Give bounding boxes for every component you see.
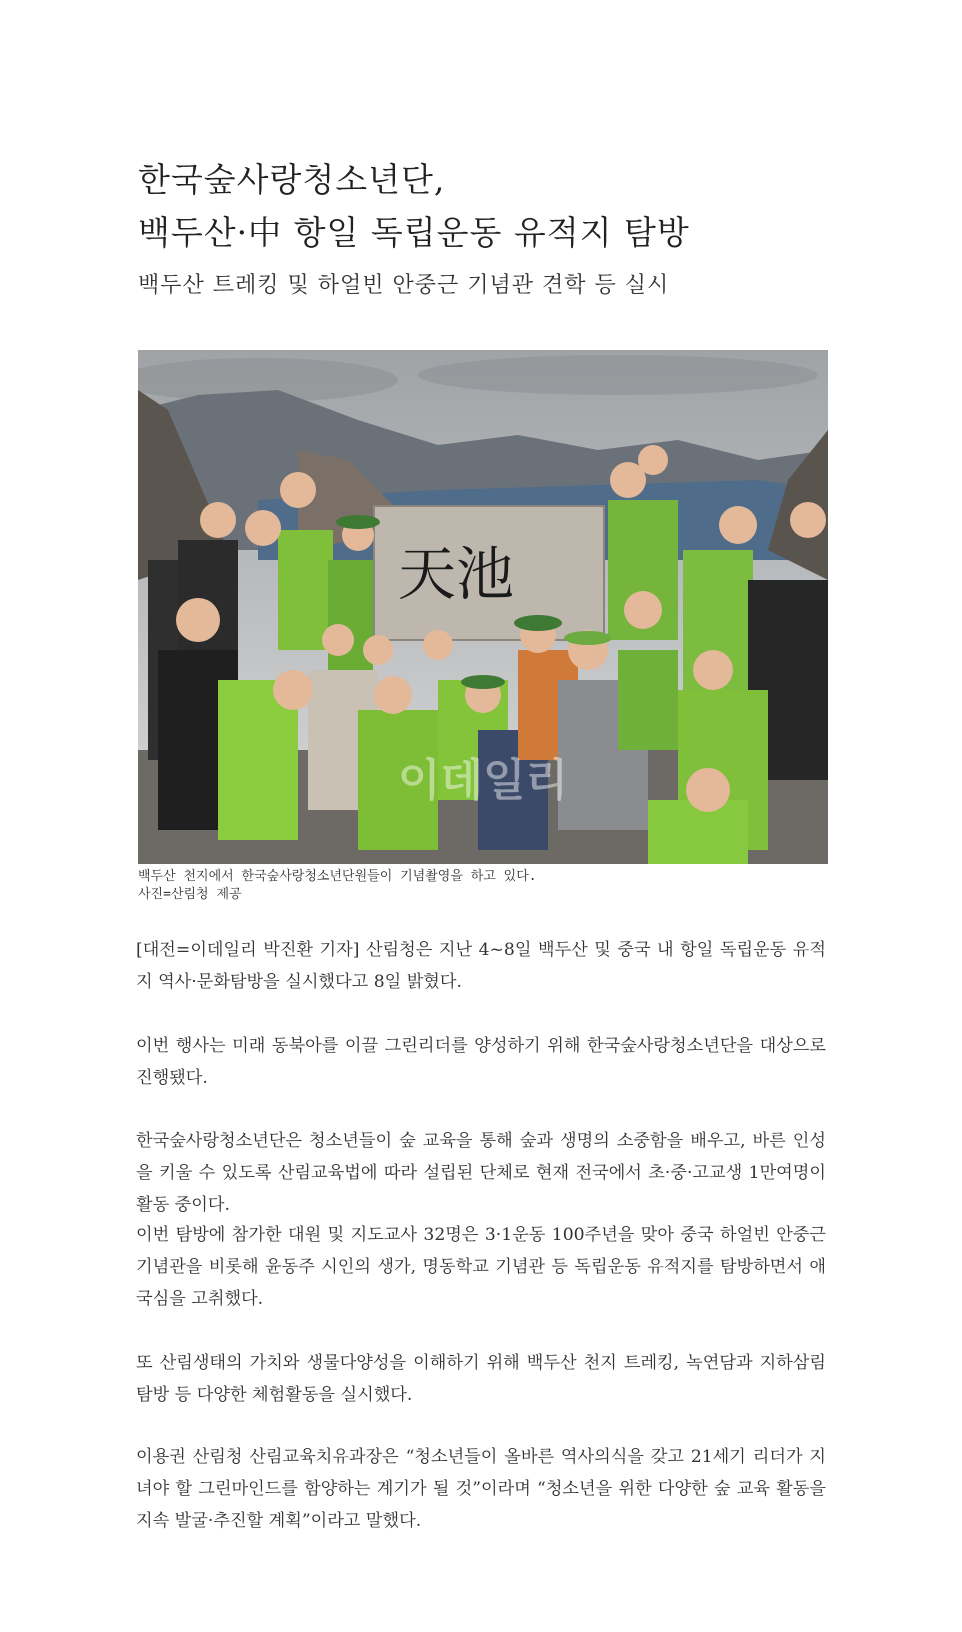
paragraph-1: [대전=이데일리 박진환 기자] 산림청은 지난 4~8일 백두산 및 중국 내 항일 독립운동 유적지 역사·문화탐방을 실시했다고 8일 밝혔다.	[136, 940, 826, 992]
article-title-line1: 한국숲사랑청소년단,	[138, 160, 446, 199]
watermark: 이데일리	[397, 755, 569, 806]
paragraph-2: 이번 행사는 미래 동북아를 이끌 그린리더를 양성하기 위해 한국숲사랑청소년단을 대상으로 진행됐다.	[136, 1036, 826, 1088]
paragraph-6: 이용권 산림청 산림교육치유과장은 “청소년들이 올바른 역사의식을 갖고 21세기 리더가 지녀야 할 그린마인드를 함양하는 계기가 될 것”이라며 “청소년을 위한 다양한 숲 교육 활동을 지속 발굴·추진할 계획”이라고 말했다.	[136, 1447, 826, 1531]
paragraph-3: 한국숲사랑청소년단은 청소년들이 숲 교육을 통해 숲과 생명의 소중함을 배우고, 바른 인성을 키울 수 있도록 산림교육법에 따라 설립된 단체로 현재 전국에서 초·중·고교생 1만여명이 활동 중이다.	[136, 1131, 826, 1215]
stone-inscription: 天池	[397, 540, 515, 608]
caption-line2: 사진=산림청 제공	[138, 887, 242, 902]
paragraph-5: 또 산림생태의 가치와 생물다양성을 이해하기 위해 백두산 천지 트레킹, 녹연담과 지하삼림 탐방 등 다양한 체험활동을 실시했다.	[136, 1353, 826, 1405]
paragraph-4: 이번 탐방에 참가한 대원 및 지도교사 32명은 3·1운동 100주년을 맞아 중국 하얼빈 안중근 기념관을 비롯해 윤동주 시인의 생가, 명동학교 기념관 등 독립운동 유적지를 탐방하면서 애국심을 고취했다.	[136, 1225, 826, 1309]
article-subtitle: 백두산 트레킹 및 하얼빈 안중근 기념관 견학 등 실시	[138, 273, 670, 298]
caption-line1: 백두산 천지에서 한국숲사랑청소년단원들이 기념촬영을 하고 있다.	[138, 869, 537, 884]
photo-caption	[138, 868, 537, 904]
article-photo	[138, 350, 828, 864]
article-title-line2: 백두산·中 항일 독립운동 유적지 탐방	[138, 213, 690, 252]
